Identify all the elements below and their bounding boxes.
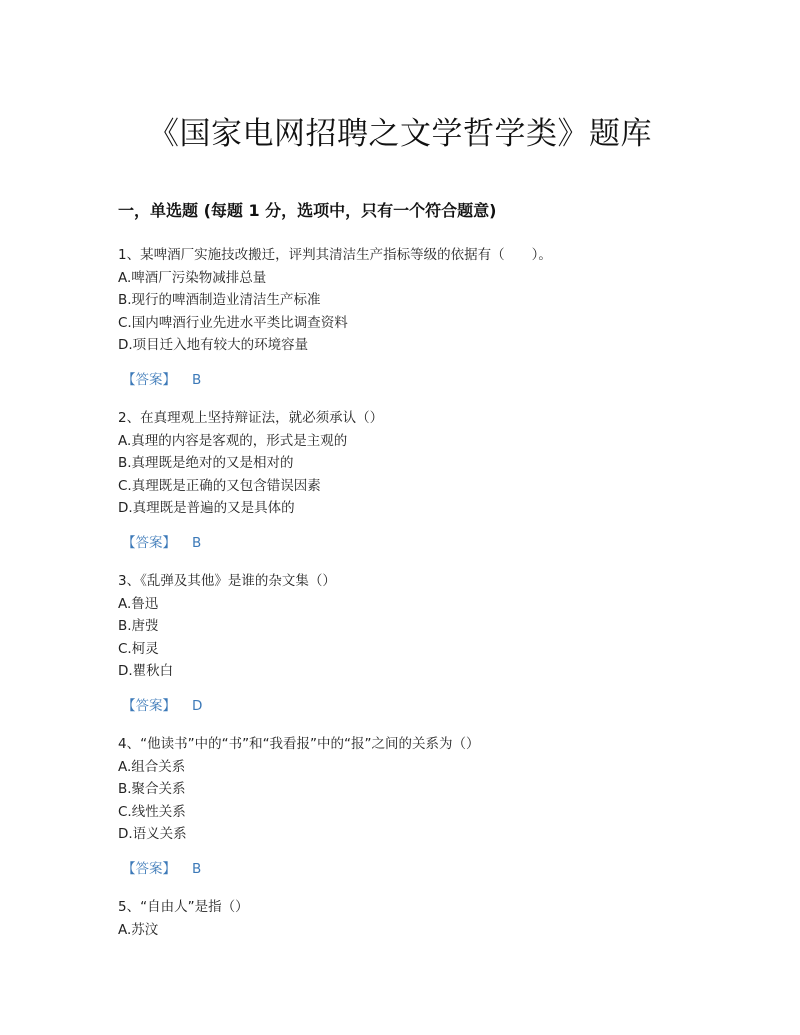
question-1 (118, 244, 718, 407)
option-a: A.组合关系 (118, 758, 186, 775)
option-c: C.线性关系 (118, 803, 186, 820)
question-2 (118, 407, 718, 570)
option-a: A.啤酒厂污染物减排总量 (118, 269, 267, 286)
answer-value: B (192, 534, 202, 551)
answer-label: 【答案】 (122, 534, 176, 551)
option-a: A.真理的内容是客观的，形式是主观的 (118, 432, 348, 449)
question-stem: 3、《乱弹及其他》是谁的杂文集（） (118, 573, 336, 589)
answer-value: D (192, 697, 203, 714)
answer-label: 【答案】 (122, 860, 176, 877)
option-d: D.真理既是普遍的又是具体的 (118, 500, 295, 516)
question-5 (118, 896, 718, 941)
answer-value: B (192, 860, 202, 877)
document-title: 《国家电网招聘之文学哲学类》题库 (148, 116, 652, 152)
answer-line (118, 696, 718, 716)
question-stem: 5、“自由人”是指（） (118, 899, 249, 915)
question-stem: 2、在真理观上坚持辩证法，就必须承认（） (118, 410, 384, 426)
option-c: C.柯灵 (118, 640, 159, 657)
option-b: B.真理既是绝对的又是相对的 (118, 455, 294, 471)
question-3 (118, 570, 718, 733)
option-c: C.国内啤酒行业先进水平类比调查资料 (118, 314, 348, 331)
answer-label: 【答案】 (122, 697, 176, 714)
option-a: A.苏汶 (118, 921, 159, 938)
option-d: D.语义关系 (118, 826, 187, 842)
option-a: A.鲁迅 (118, 595, 159, 612)
question-list (118, 244, 718, 941)
question-stem: 1、某啤酒厂实施技改搬迁，评判其清洁生产指标等级的依据有（ ）。 (118, 247, 552, 263)
answer-line (118, 533, 718, 553)
question-stem: 4、“他读书”中的“书”和“我看报”中的“报”之间的关系为（） (118, 736, 480, 752)
option-b: B.现行的啤酒制造业清洁生产标准 (118, 292, 321, 308)
option-b: B.唐弢 (118, 618, 159, 634)
option-b: B.聚合关系 (118, 781, 186, 797)
answer-line (118, 370, 718, 390)
option-c: C.真理既是正确的又包含错误因素 (118, 477, 321, 494)
answer-label: 【答案】 (122, 371, 176, 388)
option-d: D.项目迁入地有较大的环境容量 (118, 337, 309, 353)
answer-line (118, 859, 718, 879)
section-heading: 一，单选题 (每题 1 分，选项中，只有一个符合题意) (118, 201, 497, 220)
answer-value: B (192, 371, 202, 388)
option-d: D.瞿秋白 (118, 663, 174, 679)
question-4 (118, 733, 718, 896)
